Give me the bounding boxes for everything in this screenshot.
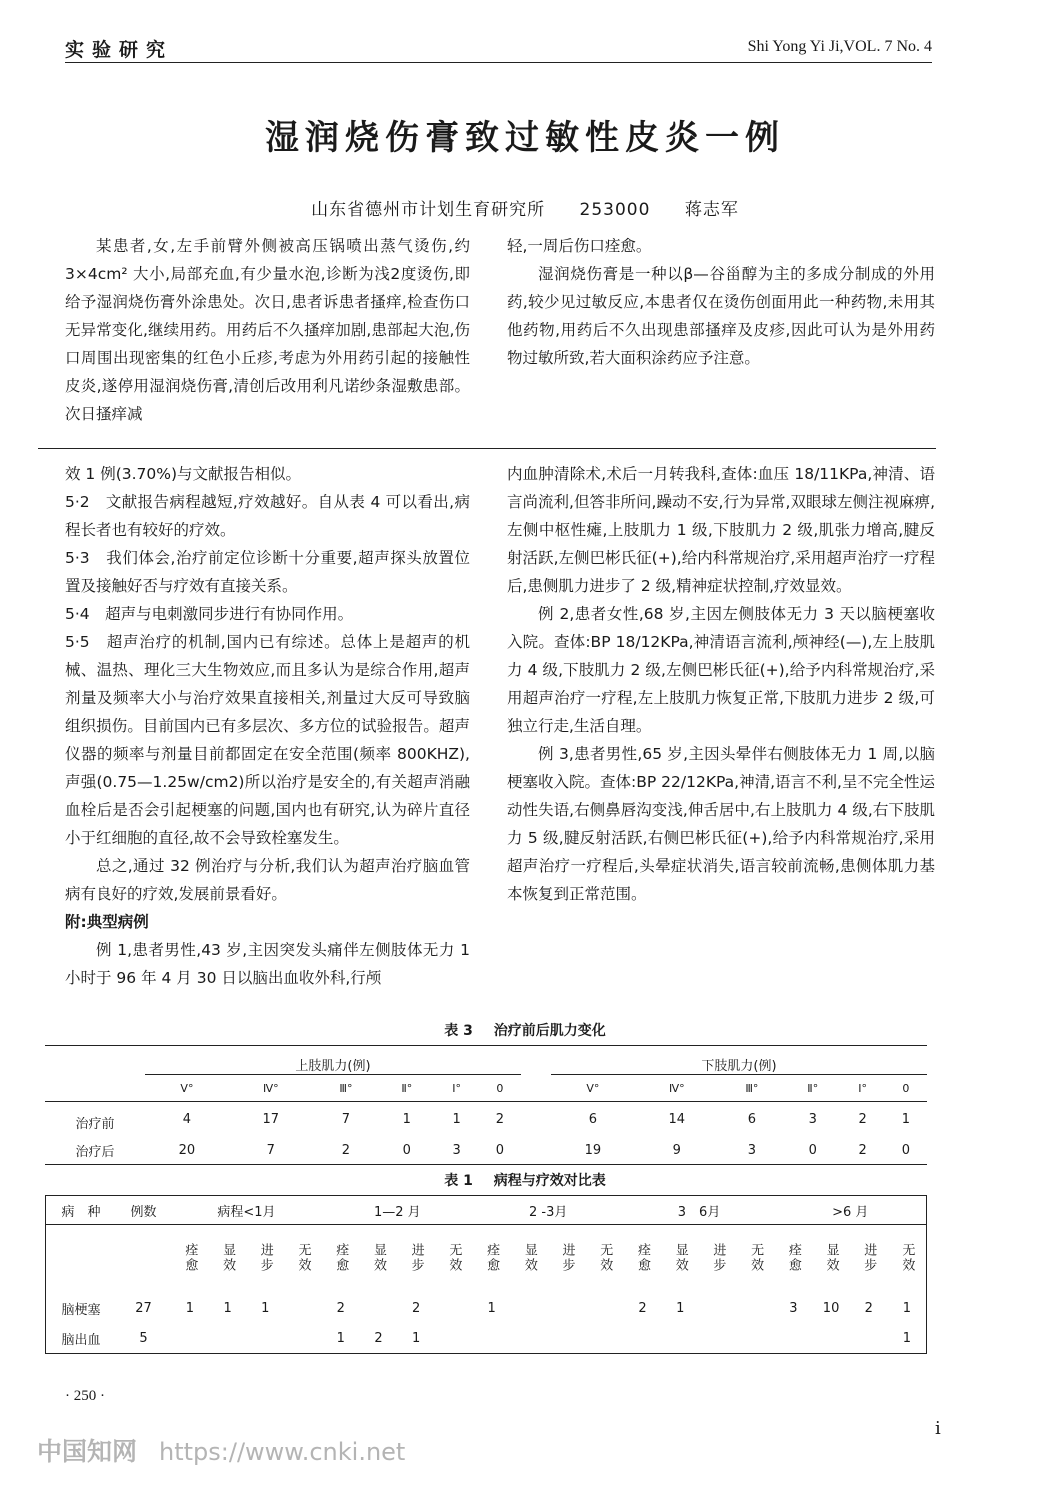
table3-row	[45, 1136, 927, 1165]
body-paragraph: 效 1 例(3.70%)与文献报告相似。	[65, 465, 302, 483]
table4-row-label: 脑出血	[61, 1332, 101, 1348]
table4-outcome: 痊愈	[785, 1243, 801, 1273]
table3-grade: Ⅴ°	[180, 1081, 194, 1095]
table3-cell: 9	[672, 1142, 681, 1158]
table4-cell	[246, 1323, 284, 1354]
table4-outcome: 痊愈	[484, 1243, 500, 1273]
byline	[0, 195, 1050, 220]
table4-number: 表 1	[444, 1173, 473, 1189]
table4-outcome: 无效	[899, 1243, 915, 1273]
table3-caption	[0, 1020, 1050, 1040]
table3-number: 表 3	[444, 1023, 473, 1039]
table4-outcome: 无效	[295, 1243, 311, 1273]
table4-outcome: 显效	[220, 1243, 236, 1273]
table4-row-count: 27	[135, 1300, 152, 1316]
table3-title: 治疗前后肌力变化	[493, 1023, 606, 1039]
table4-outcome: 无效	[446, 1243, 462, 1273]
table3-grade: 0	[496, 1081, 504, 1095]
article-left-column	[65, 232, 470, 428]
table4-outcome: 显效	[672, 1243, 688, 1273]
table4-outcome: 无效	[748, 1243, 764, 1273]
section-heading: 附:典型病例	[65, 913, 149, 931]
table3-corner	[45, 1046, 145, 1075]
table4-outcome: 痊愈	[182, 1243, 198, 1273]
table3-cell: 2	[495, 1111, 504, 1127]
article-right-column	[507, 232, 935, 372]
table4-cell	[360, 1293, 398, 1323]
table3-cell: 17	[262, 1111, 280, 1127]
table4-cell	[850, 1323, 888, 1354]
table4-cell	[510, 1323, 548, 1354]
table3-row	[45, 1102, 927, 1137]
table4-cell	[435, 1323, 473, 1354]
table4-cell	[737, 1323, 775, 1354]
article-paragraph: 湿润烧伤膏是一种以β—谷甾醇为主的多成分制成的外用药,较少见过敏反应,本患者仅在烫伤创面用此一种药物,未用其他药物,用药后不久出现患部搔痒及皮疹,因此可认为是外用药物过敏所致,若大面积涂药应予注意。	[507, 265, 935, 367]
table4-outcome: 无效	[597, 1243, 613, 1273]
table4-cell	[586, 1323, 624, 1354]
table4-cell	[284, 1323, 322, 1354]
article-paragraph: 轻,一周后伤口痊愈。	[507, 237, 652, 255]
table4-outcome: 显效	[823, 1243, 839, 1273]
table4-period: 3 6月	[677, 1204, 721, 1220]
table4-cell: 3	[789, 1300, 798, 1316]
body-paragraph: 例 2,患者女性,68 岁,主因左侧肢体无力 3 天以脑梗塞收入院。查体:BP 18/12KPa,神清语言流利,颅神经(—),左上肢肌力 4 级,下肢肌力 2 级,左侧巴彬氏征(+),给予内科常规治疗,采用超声治疗一疗程,左上肢肌力恢复正常,下肢肌力进步 2 级,可独立行走,生活自理。	[507, 605, 935, 735]
table4-outcome: 进步	[861, 1243, 877, 1273]
header-rule	[65, 62, 932, 63]
table3-upper-header: 上肢肌力(例)	[145, 1046, 521, 1075]
page-number: · 250 ·	[65, 1388, 105, 1404]
table4-cell: 2	[374, 1330, 383, 1346]
table4-cell: 1	[261, 1300, 270, 1316]
table4-cell	[209, 1323, 247, 1354]
table3-cell: 6	[747, 1111, 757, 1127]
table4-cell	[699, 1323, 737, 1354]
table3-cell: 0	[495, 1142, 504, 1158]
table4-cell	[473, 1323, 511, 1354]
table3-grade: Ⅱ°	[401, 1081, 413, 1095]
table3-cell: 14	[668, 1111, 686, 1127]
table4-period: 1—2 月	[373, 1204, 421, 1220]
table4-title: 病程与疗效对比表	[493, 1173, 606, 1189]
body-paragraph: 5·5 超声治疗的机制,国内已有综述。总体上是超声的机械、温热、理化三大生物效应,而且多认为是综合作用,超声剂量及频率大小与治疗效果直接相关,剂量过大反可导致脑组织损伤。目前国内已有多层次、多方位的试验报告。超声仪器的频率与剂量目前都固定在安全范围(频率 800KHZ),声强(0.75—1.25w/cm2)所以治疗是安全的,有关超声消融血栓后是否会引起梗塞的问题,国内也有研究,认为碎片直径小于红细胞的直径,故不会导致栓塞发生。	[65, 633, 470, 847]
table4-outcome: 痊愈	[333, 1243, 349, 1273]
watermark	[37, 1432, 405, 1468]
section-tag: 实验研究	[65, 39, 174, 61]
table4-period-header	[46, 1196, 927, 1225]
table4-cell: 1	[902, 1300, 911, 1316]
table4-row	[46, 1293, 927, 1323]
affiliation: 山东省德州市计划生育研究所	[311, 200, 546, 220]
table3	[45, 1045, 927, 1165]
table4-cell: 1	[223, 1300, 232, 1316]
journal-header: Shi Yong Yi Ji,VOL. 7 No. 4	[747, 38, 932, 55]
table4-outcome: 痊愈	[634, 1243, 650, 1273]
table4-outcome: 进步	[257, 1243, 273, 1273]
table3-gap	[521, 1136, 551, 1165]
table4-cell: 1	[185, 1300, 194, 1316]
table4-cell: 1	[902, 1330, 911, 1346]
table4-cell	[548, 1323, 586, 1354]
table4-cell	[812, 1323, 850, 1354]
table4-period: 2 -3月	[529, 1204, 568, 1220]
body-paragraph: 5·2 文献报告病程越短,疗效越好。自从表 4 可以看出,病程长者也有较好的疗效。	[65, 493, 470, 539]
table4-cell	[586, 1293, 624, 1323]
watermark-brand: 中国知网	[37, 1437, 138, 1466]
section-divider	[38, 448, 936, 449]
table3-gap	[521, 1046, 551, 1075]
table4-cell	[510, 1293, 548, 1323]
table3-cell: 1	[452, 1111, 461, 1127]
author: 蒋志军	[684, 200, 739, 220]
body-paragraph: 例 3,患者男性,65 岁,主因头晕伴右侧肢体无力 1 周,以脑梗塞收入院。查体:BP 22/12KPa,神清,语言不利,呈不完全性运动性失语,右侧鼻唇沟变浅,伸舌居中,右上肢肌力 4 级,右下肢肌力 5 级,腱反射活跃,右侧巴彬氏征(+),给予内科常规治疗,采用超声治疗一疗程后,头晕症状消失,语言较前流畅,患侧体肌力基本恢复到正常范围。	[507, 745, 935, 903]
table4-cell: 1	[336, 1330, 345, 1346]
table3-grade: Ⅲ°	[745, 1081, 759, 1095]
table4-cell: 1	[676, 1300, 685, 1316]
table4-cell	[548, 1293, 586, 1323]
table4-period: 病程<1月	[217, 1204, 276, 1220]
body-paragraph: 例 1,患者男性,43 岁,主因突发头痛伴左侧肢体无力 1 小时于 96 年 4 月 30 日以脑出血收外科,行颅	[65, 941, 470, 987]
table3-cell: 4	[182, 1111, 192, 1127]
table4-caption	[0, 1170, 1050, 1190]
table3-grade: 0	[902, 1081, 910, 1095]
table3-grade: Ⅳ°	[262, 1081, 279, 1095]
table3-row-label: 治疗后	[75, 1144, 115, 1160]
table4-row	[46, 1323, 927, 1354]
table4-cell	[737, 1293, 775, 1323]
table4-row-label: 脑梗塞	[61, 1302, 101, 1318]
table4-cell	[624, 1323, 662, 1354]
table3-grade: Ⅱ°	[807, 1081, 819, 1095]
table4-cell	[775, 1323, 813, 1354]
body-paragraph: 总之,通过 32 例治疗与分析,我们认为超声治疗脑血管病有良好的疗效,发展前景看好。	[65, 857, 470, 903]
watermark-url: https://www.cnki.net	[159, 1438, 406, 1466]
table4-cell	[435, 1293, 473, 1323]
table3-grade: Ⅰ°	[452, 1081, 461, 1095]
table3-group-header	[45, 1046, 927, 1075]
table3-cell: 2	[341, 1142, 351, 1158]
table3-cell: 1	[402, 1111, 411, 1127]
body-paragraph: 5·4 超声与电刺激同步进行有协同作用。	[65, 605, 354, 623]
table3-grade: Ⅴ°	[586, 1081, 600, 1095]
table3-grade: Ⅲ°	[339, 1081, 353, 1095]
table4-outcome: 显效	[521, 1243, 537, 1273]
article-title: 湿润烧伤膏致过敏性皮炎一例	[265, 118, 785, 158]
table3-cell: 7	[341, 1111, 351, 1127]
table4-cell	[661, 1323, 699, 1354]
table4-outcome: 进步	[408, 1243, 424, 1273]
table4-cell: 1	[487, 1300, 496, 1316]
table4-row-count: 5	[139, 1330, 148, 1346]
table4-cell: 2	[638, 1300, 647, 1316]
table3-grade: Ⅳ°	[668, 1081, 685, 1095]
table4	[45, 1195, 927, 1354]
corner-mark: i	[935, 1418, 941, 1439]
table3-cell: 1	[901, 1111, 910, 1127]
table4-cell	[284, 1293, 322, 1323]
table4-cell	[699, 1293, 737, 1323]
table3-gap	[521, 1102, 551, 1137]
lower-right-column	[507, 460, 935, 908]
table3-cell: 3	[747, 1142, 757, 1158]
table4-count-header: 例数	[130, 1204, 157, 1220]
table4-cell: 10	[822, 1300, 840, 1316]
table4-cell: 1	[412, 1330, 421, 1346]
lower-left-column	[65, 460, 470, 992]
table3-gap	[521, 1075, 551, 1102]
table4-cell: 2	[864, 1300, 873, 1316]
table3-grade-header	[45, 1075, 927, 1102]
table3-cell: 6	[588, 1111, 598, 1127]
table3-cell: 0	[901, 1142, 910, 1158]
body-paragraph: 内血肿清除术,术后一月转我科,查体:血压 18/11KPa,神清、语言尚流利,但答非所问,躁动不安,行为异常,双眼球左侧注视麻痹,左侧中枢性瘫,上肢肌力 1 级,下肢肌力 2 级,肌张力增高,腱反射活跃,左侧巴彬氏征(+),给内科常规治疗,采用超声治疗一疗程后,患侧肌力进步了 2 级,精神症状控制,疗效显效。	[507, 465, 935, 595]
table4-outcome-header	[46, 1225, 927, 1294]
table3-corner	[45, 1075, 145, 1102]
table3-cell: 0	[402, 1142, 411, 1158]
table3-cell: 2	[858, 1142, 867, 1158]
table4-cell: 2	[336, 1300, 345, 1316]
table3-cell: 20	[178, 1142, 196, 1158]
table3-cell: 3	[452, 1142, 461, 1158]
table3-cell: 19	[584, 1142, 602, 1158]
table4-outcome: 显效	[370, 1243, 386, 1273]
table3-grade: Ⅰ°	[858, 1081, 867, 1095]
table4-blank	[46, 1225, 117, 1294]
table4-outcome: 进步	[710, 1243, 726, 1273]
table4-period: >6 月	[832, 1204, 869, 1220]
table3-cell: 7	[266, 1142, 275, 1158]
table4-blank	[116, 1225, 171, 1294]
table4-disease-header: 病 种	[61, 1204, 101, 1220]
table3-lower-header: 下肢肌力(例)	[551, 1046, 927, 1075]
table3-cell: 3	[808, 1111, 817, 1127]
table4-cell: 2	[412, 1300, 421, 1316]
table3-cell: 2	[858, 1111, 867, 1127]
table4-outcome: 进步	[559, 1243, 575, 1273]
article-paragraph: 某患者,女,左手前臂外侧被高压锅喷出蒸气烫伤,约 3×4cm² 大小,局部充血,有少量水泡,诊断为浅2度烫伤,即给予湿润烧伤膏外涂患处。次日,患者诉患者搔痒,检查伤口无异常变化,继续用药。用药后不久搔痒加剧,患部起大泡,伤口周围出现密集的红色小丘疹,考虑为外用药引起的接触性皮炎,遂停用湿润烧伤膏,清创后改用利凡诺纱条湿敷患部。次日搔痒减	[65, 237, 470, 423]
body-paragraph: 5·3 我们体会,治疗前定位诊断十分重要,超声探头放置位置及接触好否与疗效有直接关系。	[65, 549, 470, 595]
table3-cell: 0	[808, 1142, 817, 1158]
table4-cell	[171, 1323, 209, 1354]
table3-row-label: 治疗前	[75, 1116, 115, 1132]
postcode: 253000	[579, 200, 651, 220]
